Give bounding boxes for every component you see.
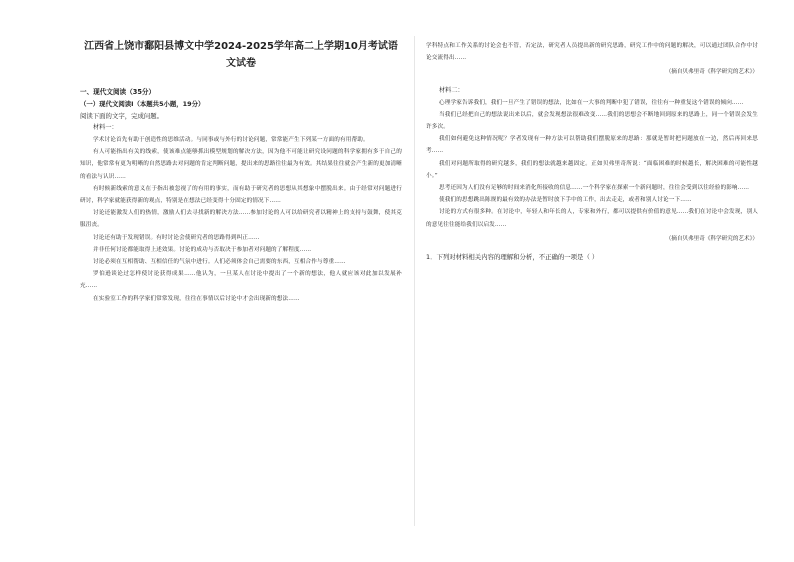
material-one-paragraph: 讨论必须在互相帮助、互相信任的气氛中进行。人们必须体会自己需要的东西，互相合作与尊重…… [93, 259, 346, 266]
right-column [426, 40, 758, 263]
document-title: 江西省上饶市鄱阳县博文中学2024-2025学年高二上学期10月考试语文试卷 [84, 41, 398, 69]
material-one-paragraph: 有人可能指出有关的线索，使该难点能够抓出模型规划的解决方法，因为他不可能让研究设问题的科学家拥有多于自己的知识，他常常有更为明晰的自然思路去对问题的肯定判断问题，提出来的思路往往最为有效。其结果往往就会产生新的更加清晰的看法与认识…… [80, 149, 402, 180]
material-one-paragraph: 并非任何讨论都能取得上述效果。讨论的成功与否取决于参加者对问题的了解程度…… [93, 246, 312, 253]
column-divider [414, 36, 415, 526]
material-one-paragraph: 有时候新线索的意义在于指出被忽视了的有用的事实，而有助于研究者的思想从其想象中摆脱出来。由于经常对问题进行研讨，科学家就能获得新的观点，特别是在想法已经变得十分固定的情况下…… [80, 185, 402, 205]
material-one-paragraph: 学术讨论首先有助于创造性的思维活动。与同事或与外行的讨论问题，常常能产生下列某一方面的有用帮助。 [93, 137, 369, 143]
material-one-paragraph: 讨论还能激发人们的热情，激励人们去寻找新的解决方法……参加讨论的人可以给研究者以精神上的支持与鼓舞，使其克服沮丧。 [80, 210, 402, 229]
reading-instruction: 阅读下面的文字，完成问题。 [80, 112, 164, 120]
material-one-label: 材料一： [93, 124, 118, 131]
material-two-label: 材料二： [439, 86, 464, 94]
material-two-paragraph: 我们如何避免这种情况呢？学者发现有一种方法可以帮助我们摆脱原来的思路：那就是暂时把问题放在一边，然后再回来思考…… [426, 136, 758, 155]
material-two-paragraph: 思考还因为人们没有足够的时间来消化所接收的信息……一个科学家在探索一个新问题时，往往会受到以往经验的影响…… [439, 185, 750, 192]
material-one-paragraph: 在实验室工作的科学家们常常发现，往往在事情以后讨论中才会出现新的想法…… [93, 295, 300, 302]
material-two-paragraph: 心理学家告诉我们，我们一旦产生了错误的想法，比如在一大事的判断中犯了错误，往往有一种重复这个错误的倾向…… [439, 99, 744, 106]
material-one-paragraph: 罗伯逊谈论过怎样使讨论获得成果……他认为，一旦某人在讨论中提出了一个新的想法，他人就应该对此加以发展补充…… [80, 271, 402, 290]
section-heading: 一、现代文阅读（35分） [80, 88, 156, 96]
question-one: 1．下列对材料相关内容的理解和分析，不正确的一项是（ ） [426, 253, 599, 262]
material-one-continuation: 学科特点和工作关系的讨论会也不管，否定法，研究者人员提出新的研究思路，研究工作中的问题的解决，可以通过团队合作中讨论交流得出…… [426, 43, 758, 62]
material-two-source: （摘自贝弗里奇《科学研究的艺术》） [665, 235, 758, 242]
material-two-paragraph: 讨论的方式有很多种。在讨论中，年轻人和年长的人，专家和外行，都可以提供有价值的意见……我们在讨论中会发现，别人的意见往往能给我们以启发…… [426, 209, 758, 228]
material-two-paragraph: 当我们已经把自己的想法说出来以后，就会发现想法很难改变……我们的思想会不断地回到原来的思路上，同一个错误会发生许多次。 [426, 111, 758, 131]
material-one-source: （摘自贝弗里奇《科学研究的艺术》） [665, 69, 758, 76]
subsection-heading: （一）现代文阅读Ⅰ（本题共5小题，19分） [80, 100, 205, 108]
left-column [80, 38, 402, 305]
material-two-paragraph: 我们对问题所取得的研究越多，我们的想法就越来越固定。正如贝弗里奇所说：“面临困难的时候越长，解决困难的可能性越小。” [426, 160, 758, 179]
material-two-paragraph: 使我们的思想跳出陈规的最有效的办法是暂时放下手中的工作，出去走走，或者和别人讨论一下…… [439, 197, 692, 204]
material-one-paragraph: 讨论还有助于发现错误。有时讨论会使研究者的思路得到纠正…… [93, 234, 260, 241]
